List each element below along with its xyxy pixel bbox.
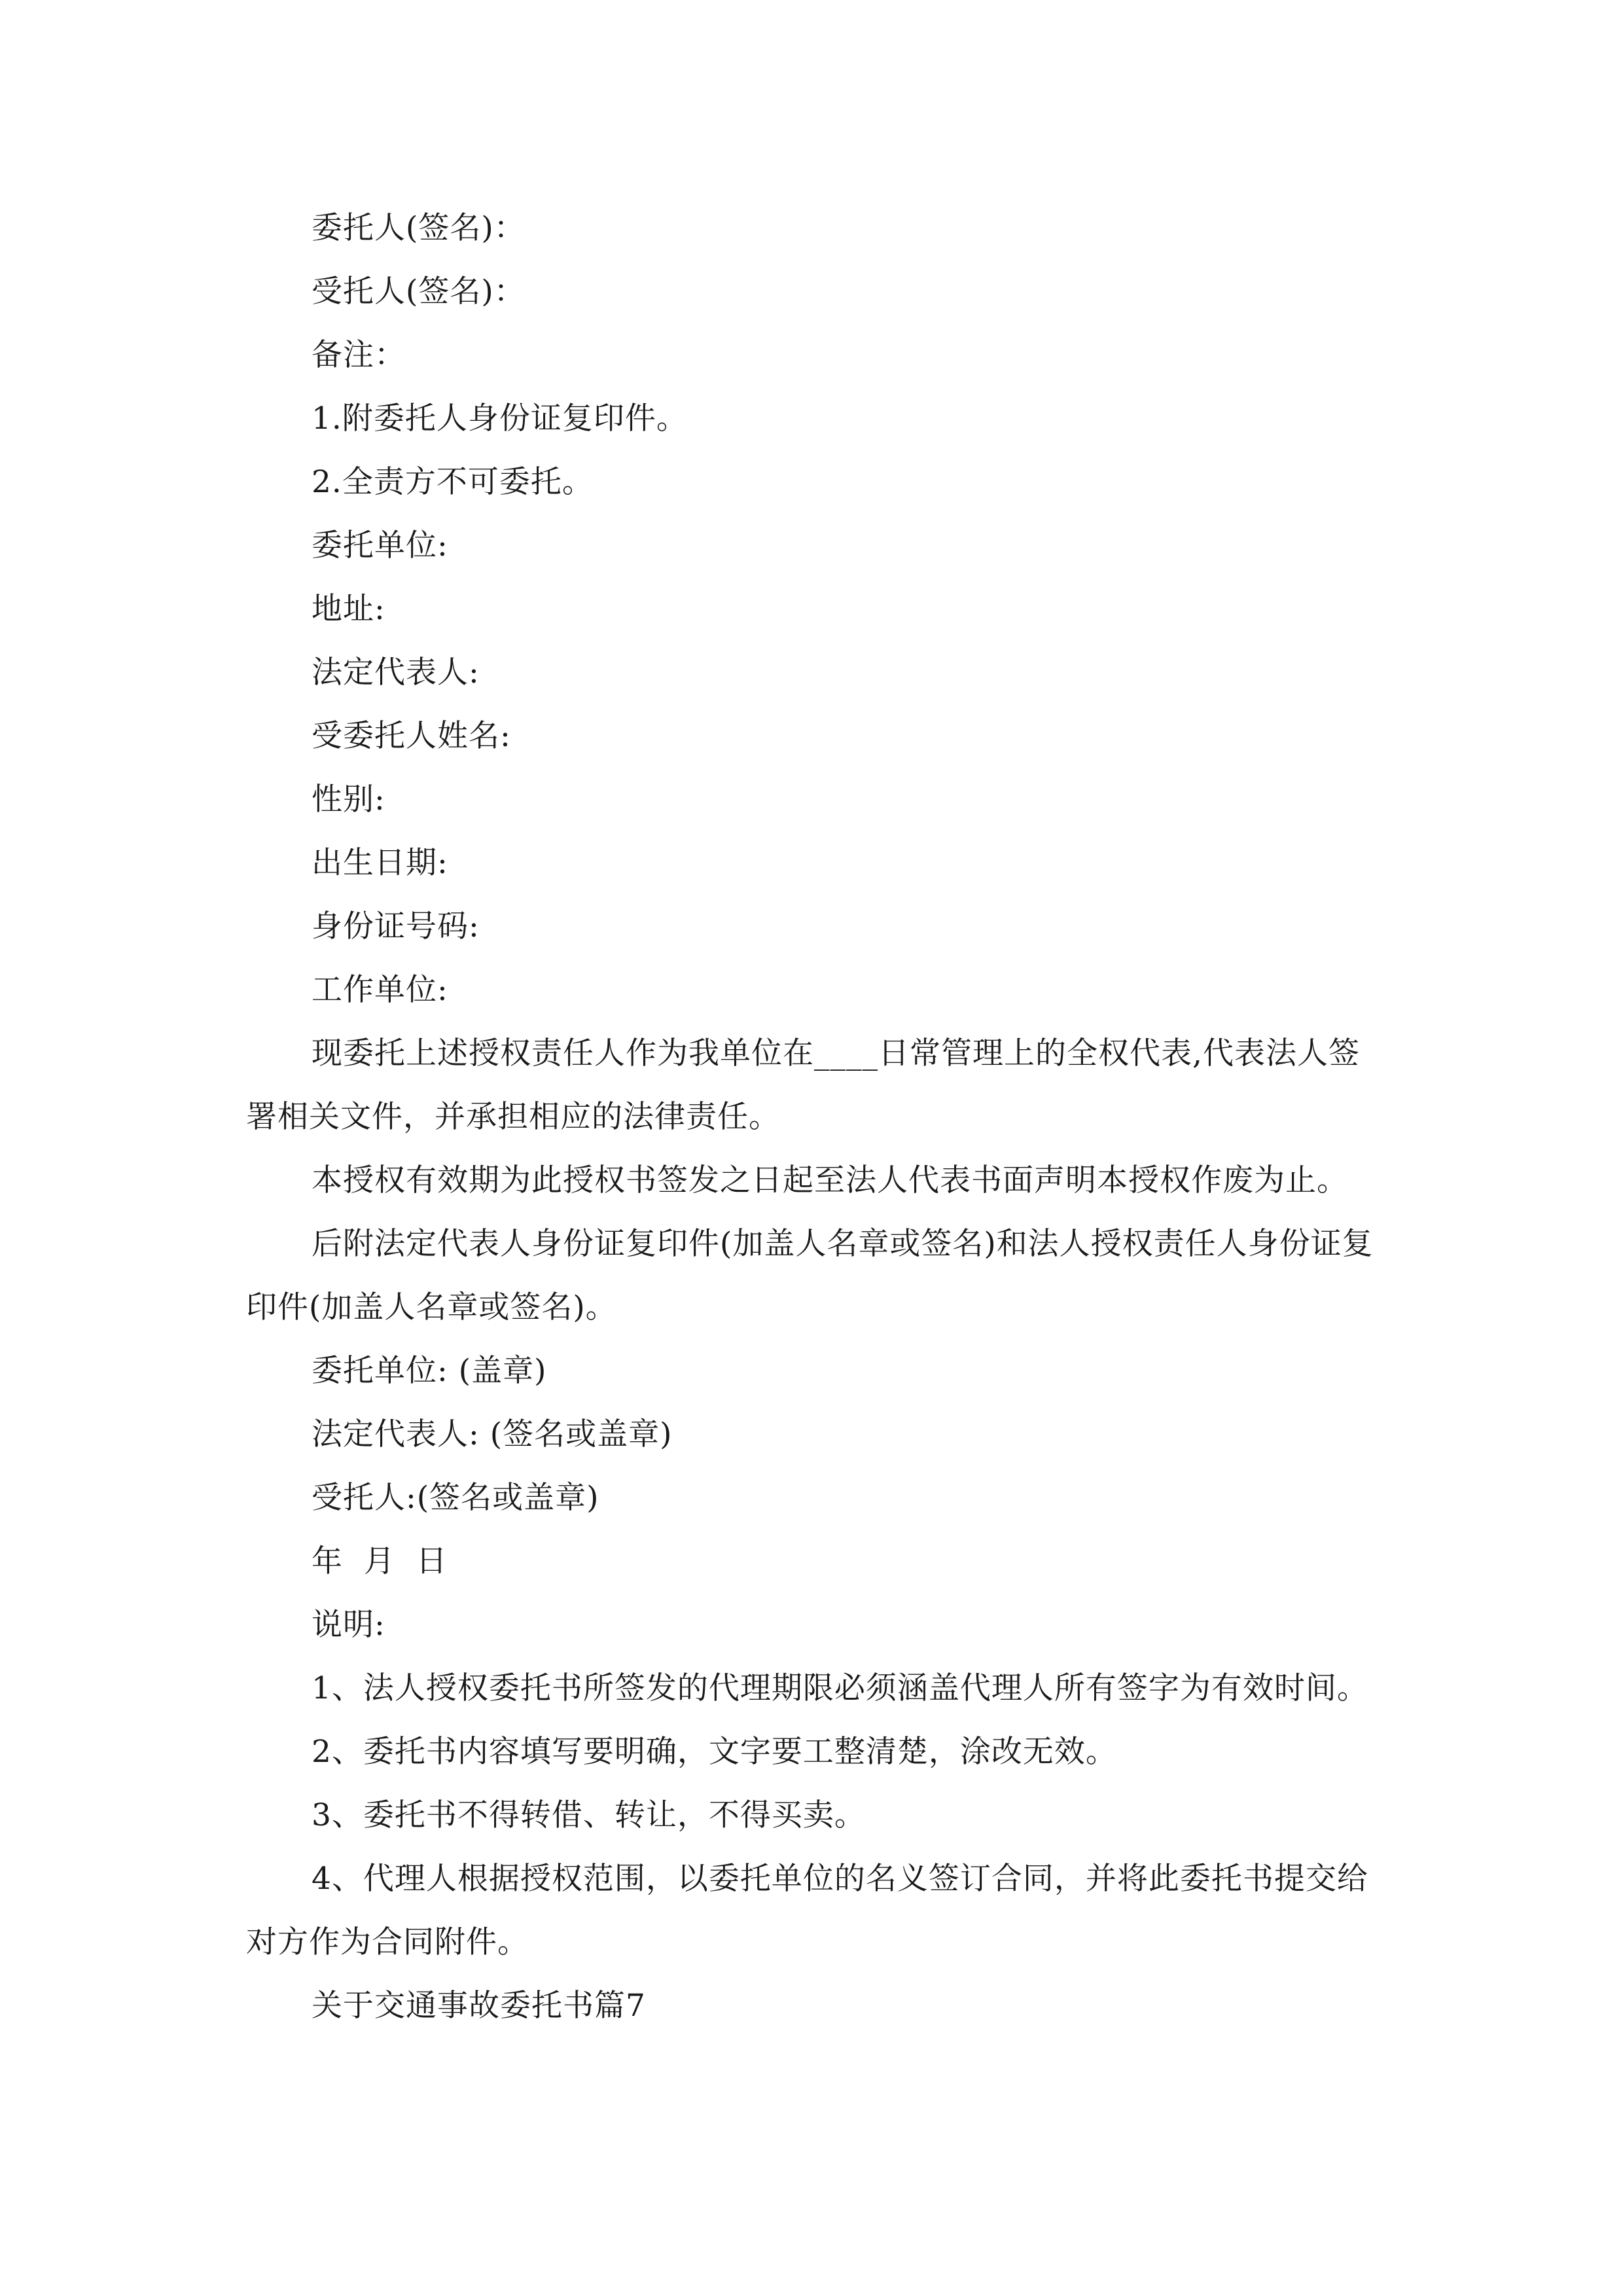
note-item-3: 3、委托书不得转借、转让，不得买卖。 <box>312 1797 866 1833</box>
field-entrusting-unit: 委托单位: <box>312 528 448 564</box>
signature-line-principal: 委托人(签名)： <box>312 210 526 246</box>
field-agent-name: 受委托人姓名: <box>312 718 511 754</box>
signature-line-agent: 受托人(签名)： <box>312 274 526 310</box>
remark-item-1: 1.附委托人身份证复印件。 <box>312 401 688 437</box>
field-legal-representative: 法定代表人: <box>312 655 480 691</box>
note-item-2: 2、委托书内容填写要明确，文字要工整清楚，涂改无效。 <box>312 1734 1117 1770</box>
authorization-paragraph: 现委托上述授权责任人作为我单位在____日常管理上的全权代表,代表法人签署相关文件，并承担相应的法律责任。 <box>246 1035 1360 1135</box>
note-item-4: 4、代理人根据授权范围，以委托单位的名义签订合同，并将此委托书提交给对方作为合同附件。 <box>246 1861 1368 1960</box>
field-birth-date: 出生日期: <box>312 845 448 881</box>
note-item-1: 1、法人授权委托书所签发的代理期限必须涵盖代理人所有签字为有效时间。 <box>312 1670 1368 1706</box>
date-line: 年 月 日 <box>312 1543 448 1579</box>
section-heading: 关于交通事故委托书篇7 <box>312 1988 646 2024</box>
seal-line-agent: 受托人:(签名或盖章) <box>312 1480 599 1516</box>
remark-item-2: 2.全责方不可委托。 <box>312 464 594 500</box>
attachment-paragraph: 后附法定代表人身份证复印件(加盖人名章或签名)和法人授权责任人身份证复印件(加盖人名章或签名)。 <box>246 1226 1374 1325</box>
seal-line-legal-rep: 法定代表人: (签名或盖章) <box>312 1416 673 1452</box>
field-id-number: 身份证号码: <box>312 908 480 944</box>
validity-paragraph: 本授权有效期为此授权书签发之日起至法人代表书面声明本授权作废为止。 <box>312 1162 1348 1198</box>
notes-heading: 说明: <box>312 1607 385 1643</box>
field-work-unit: 工作单位: <box>312 972 448 1008</box>
field-gender: 性别: <box>312 781 385 817</box>
document-body <box>246 196 1378 2037</box>
seal-line-unit: 委托单位: (盖章) <box>312 1353 547 1389</box>
remarks-heading: 备注： <box>312 337 406 373</box>
field-address: 地址: <box>312 591 385 627</box>
